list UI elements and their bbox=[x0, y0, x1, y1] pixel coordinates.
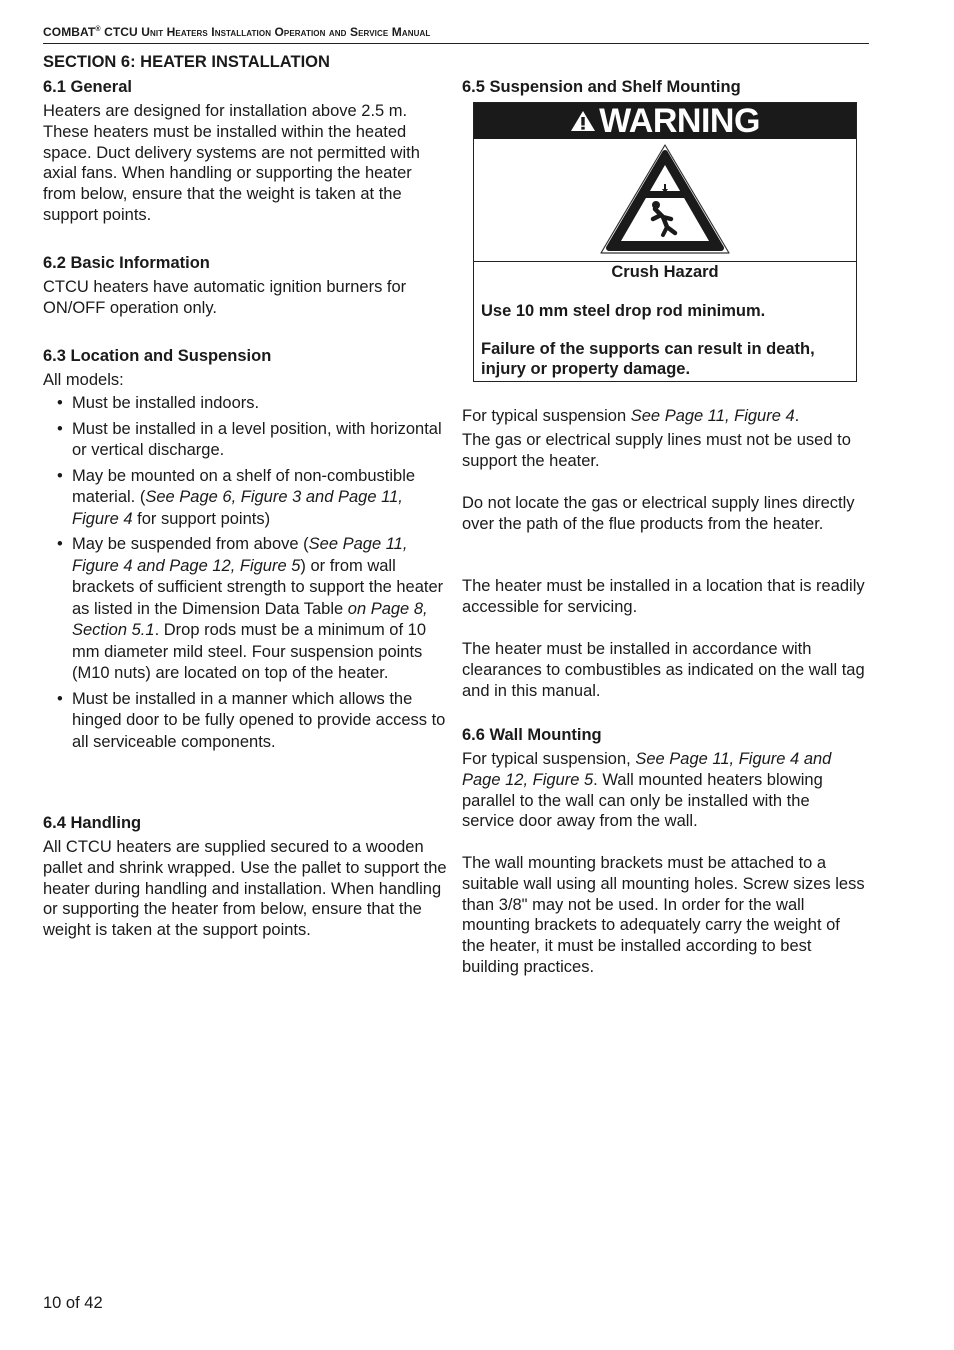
heading-6-1: 6.1 General bbox=[43, 78, 132, 96]
list-item: • Must be installed in a level position, with horizontal or vertical discharge. bbox=[57, 419, 442, 459]
running-header bbox=[43, 25, 869, 44]
accessibility-note: The heater must be installed in a location that is readily accessible for servicing. bbox=[462, 577, 865, 616]
location-bullets bbox=[43, 393, 447, 757]
handling-body: All CTCU heaters are supplied secured to a wooden pallet and shrink wrapped. Use the pallet to support the heater during handling and installation. When handling or supporting the heater from below, ensure that the weight is taken at the support points. bbox=[43, 838, 447, 940]
warning-line-1: Use 10 mm steel drop rod minimum. bbox=[481, 301, 766, 320]
flue-path-note: Do not locate the gas or electrical supply lines directly over the path of the flue products from the heater. bbox=[462, 494, 855, 533]
heading-6-6: 6.6 Wall Mounting bbox=[462, 726, 602, 744]
clearances-note: The heater must be installed in accordance with clearances to combustibles as indicated on the wall tag and in this manual. bbox=[462, 640, 865, 700]
all-models-intro: All models: bbox=[43, 371, 124, 389]
suspension-ref: For typical suspension See Page 11, Figure 4. bbox=[462, 407, 800, 425]
warning-pictogram bbox=[474, 139, 856, 262]
wall-brackets-note: The wall mounting brackets must be attached to a suitable wall using all mounting holes. Screw sizes less than 3/8" may not be used. In order for the wall mounting brackets to adequately carry the weight of the heater, it must be installed according to best building practices. bbox=[462, 854, 865, 976]
warning-text bbox=[474, 263, 856, 379]
warning-line-2: Failure of the supports can result in death, injury or property damage. bbox=[481, 340, 815, 378]
section-title: SECTION 6: HEATER INSTALLATION bbox=[43, 53, 330, 71]
list-item: • Must be installed in a manner which allows the hinged door to be fully opened to provide access to all serviceable components. bbox=[57, 689, 446, 751]
list-item: • May be mounted on a shelf of non-combustible material. (See Page 6, Figure 3 and Page 11, Figure 4 for support points) bbox=[57, 466, 416, 528]
warning-banner bbox=[474, 103, 856, 139]
hazard-title: Crush Hazard bbox=[611, 263, 719, 281]
warning-box bbox=[473, 102, 857, 382]
supply-lines-note: The gas or electrical supply lines must not be used to support the heater. bbox=[462, 431, 851, 470]
heading-6-4: 6.4 Handling bbox=[43, 814, 142, 832]
crush-hazard-icon bbox=[597, 141, 733, 259]
alert-triangle-icon bbox=[570, 110, 596, 132]
brand-name: COMBAT bbox=[43, 25, 96, 39]
registered-mark: ® bbox=[95, 26, 101, 33]
warning-label: WARNING bbox=[599, 101, 760, 140]
general-body: Heaters are designed for installation above 2.5 m. These heaters must be installed within the heated space. Duct delivery systems are not permitted with axial fans. When handling or supporting the heater from below, ensure that the weight is taken at the support points. bbox=[43, 102, 420, 224]
wall-mount-ref: For typical suspension, See Page 11, Figure 4 and Page 12, Figure 5. Wall mounted heaters blowing parallel to the wall can only be installed with the service door away from the wall. bbox=[462, 750, 832, 831]
heading-6-2: 6.2 Basic Information bbox=[43, 254, 210, 272]
heading-6-3: 6.3 Location and Suspension bbox=[43, 347, 272, 365]
manual-title: CTCU Unit Heaters Installation Operation and Service Manual bbox=[104, 25, 431, 39]
basic-info-body: CTCU heaters have automatic ignition burners for ON/OFF operation only. bbox=[43, 278, 407, 317]
page-number: 10 of 42 bbox=[43, 1294, 103, 1312]
heading-6-5: 6.5 Suspension and Shelf Mounting bbox=[462, 78, 741, 96]
list-item: • Must be installed indoors. bbox=[57, 394, 260, 412]
list-item: • May be suspended from above (See Page 11, Figure 4 and Page 12, Figure 5) or from wall brackets of sufficient strength to support the heater as listed in the Dimension Data Table on Page 8, Section 5.1. Drop rods must be a minimum of 10 mm diameter mild steel. Four suspension points (M10 nuts) are located on top of the heater. bbox=[57, 535, 444, 682]
